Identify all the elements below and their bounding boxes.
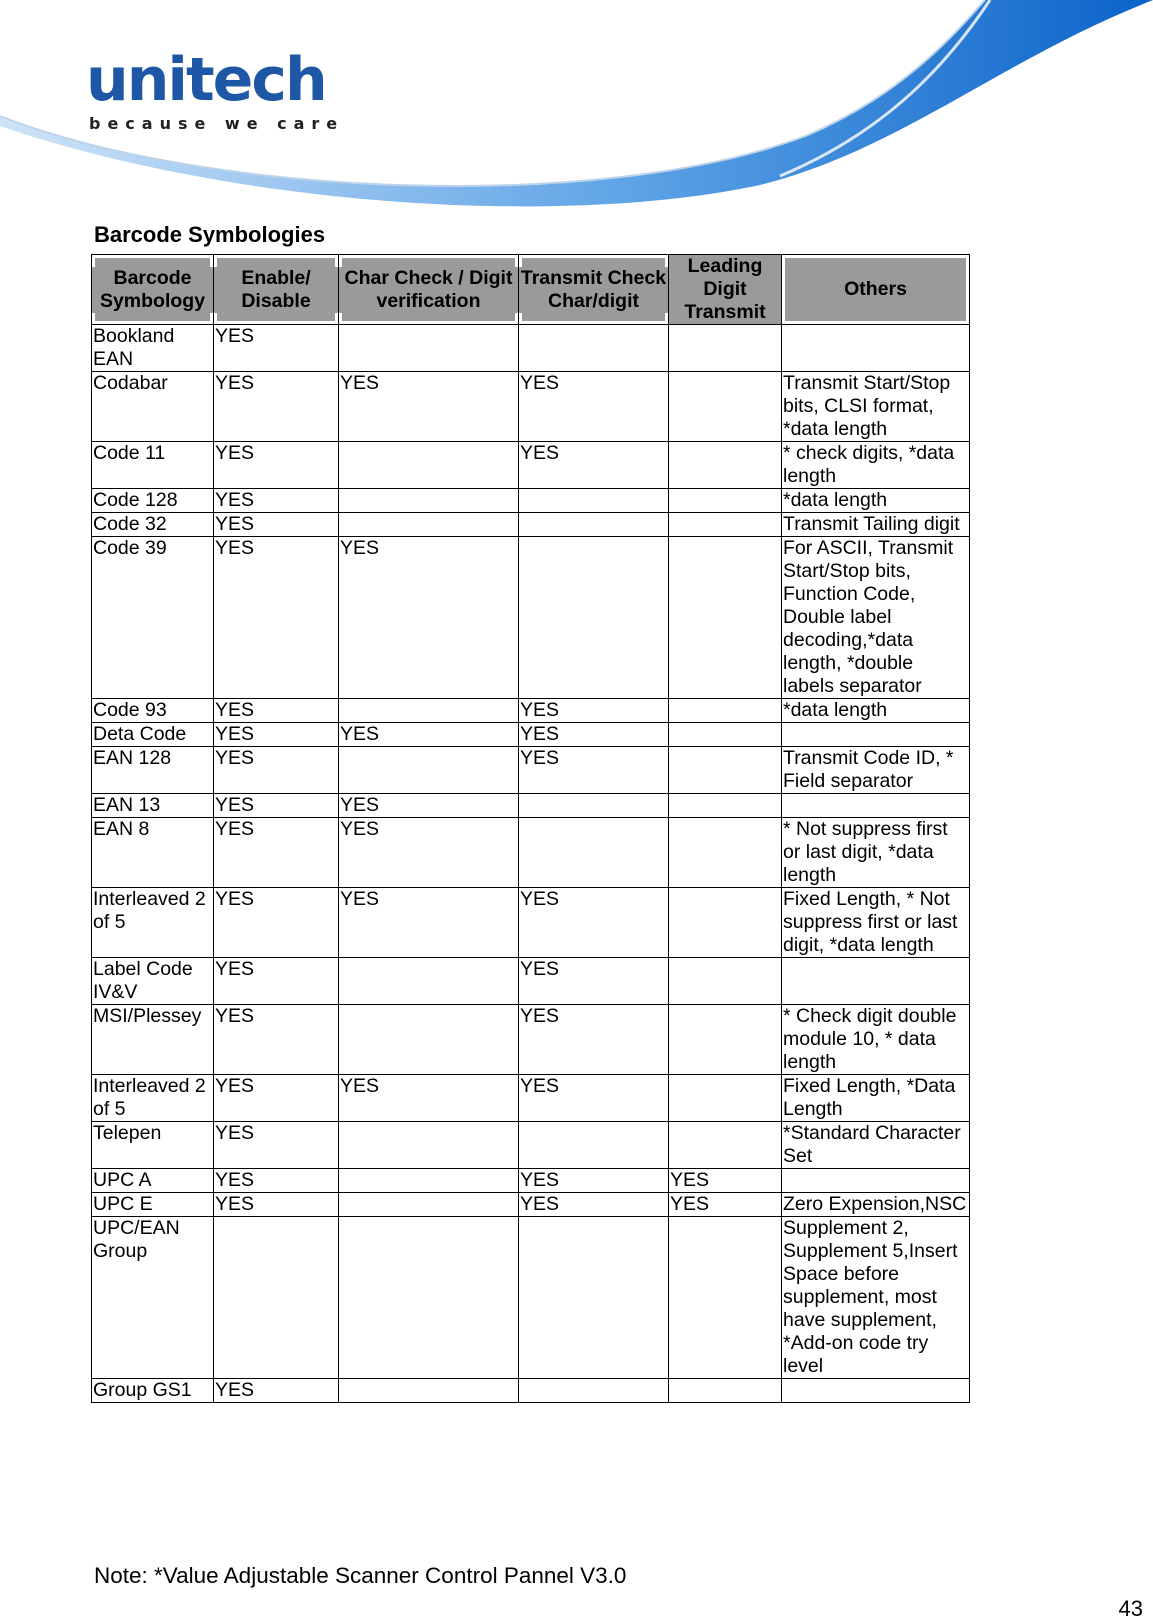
table-cell: YES bbox=[214, 325, 339, 372]
table-cell: YES bbox=[214, 958, 339, 1005]
table-cell: Transmit Tailing digit bbox=[782, 513, 970, 537]
table-cell: EAN 8 bbox=[92, 818, 214, 888]
footnote: Note: *Value Adjustable Scanner Control Pannel V3.0 bbox=[94, 1563, 627, 1588]
table-cell: YES bbox=[214, 537, 339, 699]
table-cell bbox=[669, 699, 782, 723]
table-cell: Codabar bbox=[92, 372, 214, 442]
table-cell bbox=[782, 794, 970, 818]
table-cell: YES bbox=[214, 818, 339, 888]
column-header: Others bbox=[782, 255, 970, 325]
table-cell: YES bbox=[214, 1075, 339, 1122]
table-cell bbox=[339, 513, 519, 537]
column-header: Transmit Check Char/digit bbox=[519, 255, 669, 325]
table-cell: YES bbox=[214, 794, 339, 818]
brand-tagline: because we care bbox=[89, 114, 345, 133]
table-cell: YES bbox=[519, 1005, 669, 1075]
table-cell: Deta Code bbox=[92, 723, 214, 747]
column-header: Barcode Symbology bbox=[92, 255, 214, 325]
table-cell bbox=[782, 325, 970, 372]
table-cell: YES bbox=[519, 372, 669, 442]
table-cell bbox=[669, 818, 782, 888]
table-cell: EAN 13 bbox=[92, 794, 214, 818]
table-cell: YES bbox=[519, 699, 669, 723]
table-cell bbox=[669, 489, 782, 513]
table-cell bbox=[339, 699, 519, 723]
table-cell bbox=[782, 723, 970, 747]
table-cell bbox=[669, 747, 782, 794]
table-cell: Code 93 bbox=[92, 699, 214, 723]
table-cell: YES bbox=[214, 1005, 339, 1075]
table-cell: Zero Expension,NSC bbox=[782, 1193, 970, 1217]
table-cell: YES bbox=[214, 1169, 339, 1193]
table-cell bbox=[669, 1379, 782, 1403]
table-cell bbox=[339, 1122, 519, 1169]
table-cell: YES bbox=[519, 1075, 669, 1122]
table-cell: YES bbox=[339, 818, 519, 888]
table-cell: YES bbox=[339, 372, 519, 442]
table-cell: Code 128 bbox=[92, 489, 214, 513]
table-cell bbox=[782, 958, 970, 1005]
table-cell: Fixed Length, * Not suppress first or last digit, *data length bbox=[782, 888, 970, 958]
table-cell bbox=[669, 1217, 782, 1379]
table-cell bbox=[669, 958, 782, 1005]
table-cell: Transmit Code ID, * Field separator bbox=[782, 747, 970, 794]
table-cell: YES bbox=[339, 1075, 519, 1122]
brand-logo: unitech bbox=[86, 45, 326, 115]
table-cell bbox=[669, 1122, 782, 1169]
table-cell bbox=[519, 513, 669, 537]
column-header: Enable/ Disable bbox=[214, 255, 339, 325]
table-row bbox=[92, 1193, 970, 1217]
table-cell: UPC A bbox=[92, 1169, 214, 1193]
table-cell bbox=[669, 537, 782, 699]
table-row bbox=[92, 699, 970, 723]
table-row bbox=[92, 1217, 970, 1379]
page-number: 43 bbox=[1118, 1596, 1143, 1621]
table-cell: YES bbox=[339, 723, 519, 747]
table-cell bbox=[519, 1217, 669, 1379]
table-row bbox=[92, 1005, 970, 1075]
table-cell bbox=[214, 1217, 339, 1379]
symbology-table bbox=[91, 254, 970, 1403]
table-cell bbox=[519, 489, 669, 513]
table-cell: Interleaved 2 of 5 bbox=[92, 888, 214, 958]
table-row bbox=[92, 723, 970, 747]
table-cell bbox=[339, 1217, 519, 1379]
table-cell: YES bbox=[519, 723, 669, 747]
table-cell: YES bbox=[519, 888, 669, 958]
table-cell bbox=[339, 1193, 519, 1217]
table-cell bbox=[519, 1122, 669, 1169]
table-cell: Group GS1 bbox=[92, 1379, 214, 1403]
table-cell: YES bbox=[339, 794, 519, 818]
table-cell bbox=[519, 325, 669, 372]
table-cell: YES bbox=[214, 1193, 339, 1217]
table-cell bbox=[669, 888, 782, 958]
table-cell bbox=[339, 747, 519, 794]
table-cell: Code 11 bbox=[92, 442, 214, 489]
table-cell: YES bbox=[214, 723, 339, 747]
table-cell: YES bbox=[339, 537, 519, 699]
table-cell bbox=[339, 489, 519, 513]
table-cell: Code 39 bbox=[92, 537, 214, 699]
table-cell: YES bbox=[669, 1193, 782, 1217]
table-cell: EAN 128 bbox=[92, 747, 214, 794]
table-cell bbox=[519, 794, 669, 818]
column-header: Leading Digit Transmit bbox=[669, 255, 782, 325]
section-title: Barcode Symbologies bbox=[94, 222, 326, 247]
table-cell: YES bbox=[519, 1193, 669, 1217]
table-cell: *data length bbox=[782, 699, 970, 723]
table-row bbox=[92, 888, 970, 958]
table-cell: YES bbox=[519, 442, 669, 489]
table-cell bbox=[669, 442, 782, 489]
table-cell: YES bbox=[519, 747, 669, 794]
table-cell: YES bbox=[214, 699, 339, 723]
table-cell bbox=[339, 958, 519, 1005]
table-cell: YES bbox=[214, 513, 339, 537]
table-row bbox=[92, 1122, 970, 1169]
table-cell: YES bbox=[214, 442, 339, 489]
table-cell: YES bbox=[214, 747, 339, 794]
table-cell: Label Code IV&V bbox=[92, 958, 214, 1005]
table-cell bbox=[669, 1005, 782, 1075]
table-cell: Transmit Start/Stop bits, CLSI format, *data length bbox=[782, 372, 970, 442]
table-cell: *Standard Character Set bbox=[782, 1122, 970, 1169]
column-header: Char Check / Digit verification bbox=[339, 255, 519, 325]
table-cell bbox=[669, 1075, 782, 1122]
table-cell bbox=[339, 1005, 519, 1075]
table-cell: Fixed Length, *Data Length bbox=[782, 1075, 970, 1122]
table-cell: UPC E bbox=[92, 1193, 214, 1217]
table-cell: Code 32 bbox=[92, 513, 214, 537]
table-cell bbox=[669, 794, 782, 818]
table-row bbox=[92, 1379, 970, 1403]
table-cell: * Check digit double module 10, * data length bbox=[782, 1005, 970, 1075]
table-cell bbox=[669, 372, 782, 442]
table-cell bbox=[519, 537, 669, 699]
table-cell: Supplement 2, Supplement 5,Insert Space before supplement, most have supplement, *Add-on code try level bbox=[782, 1217, 970, 1379]
table-header-row bbox=[92, 255, 970, 325]
table-cell bbox=[669, 723, 782, 747]
table-row bbox=[92, 818, 970, 888]
table-cell bbox=[669, 325, 782, 372]
table-cell bbox=[519, 818, 669, 888]
table-row bbox=[92, 958, 970, 1005]
table-cell: * check digits, *data length bbox=[782, 442, 970, 489]
table-cell: YES bbox=[214, 489, 339, 513]
table-cell: UPC/EAN Group bbox=[92, 1217, 214, 1379]
table-cell bbox=[782, 1379, 970, 1403]
table-row bbox=[92, 747, 970, 794]
table-row bbox=[92, 442, 970, 489]
table-cell: YES bbox=[519, 1169, 669, 1193]
table-row bbox=[92, 489, 970, 513]
table-body bbox=[92, 325, 970, 1403]
table-cell: YES bbox=[519, 958, 669, 1005]
table-cell bbox=[519, 1379, 669, 1403]
table-row bbox=[92, 794, 970, 818]
table-cell bbox=[782, 1169, 970, 1193]
table-cell: *data length bbox=[782, 489, 970, 513]
table-row bbox=[92, 513, 970, 537]
table-cell: YES bbox=[214, 888, 339, 958]
table-cell: YES bbox=[214, 372, 339, 442]
table-cell: YES bbox=[214, 1122, 339, 1169]
table-row bbox=[92, 537, 970, 699]
table-cell: For ASCII, Transmit Start/Stop bits, Function Code, Double label decoding,*data length, *double labels separator bbox=[782, 537, 970, 699]
table-cell bbox=[339, 1169, 519, 1193]
table-row bbox=[92, 325, 970, 372]
table-cell bbox=[339, 325, 519, 372]
table-row bbox=[92, 1169, 970, 1193]
table-row bbox=[92, 372, 970, 442]
table-cell: YES bbox=[339, 888, 519, 958]
table-cell: Telepen bbox=[92, 1122, 214, 1169]
table-cell: Bookland EAN bbox=[92, 325, 214, 372]
table-cell bbox=[339, 442, 519, 489]
table-cell: * Not suppress first or last digit, *data length bbox=[782, 818, 970, 888]
table-cell: MSI/Plessey bbox=[92, 1005, 214, 1075]
table-cell bbox=[339, 1379, 519, 1403]
table-cell: Interleaved 2 of 5 bbox=[92, 1075, 214, 1122]
table-row bbox=[92, 1075, 970, 1122]
table-cell: YES bbox=[214, 1379, 339, 1403]
table-cell: YES bbox=[669, 1169, 782, 1193]
table-cell bbox=[669, 513, 782, 537]
